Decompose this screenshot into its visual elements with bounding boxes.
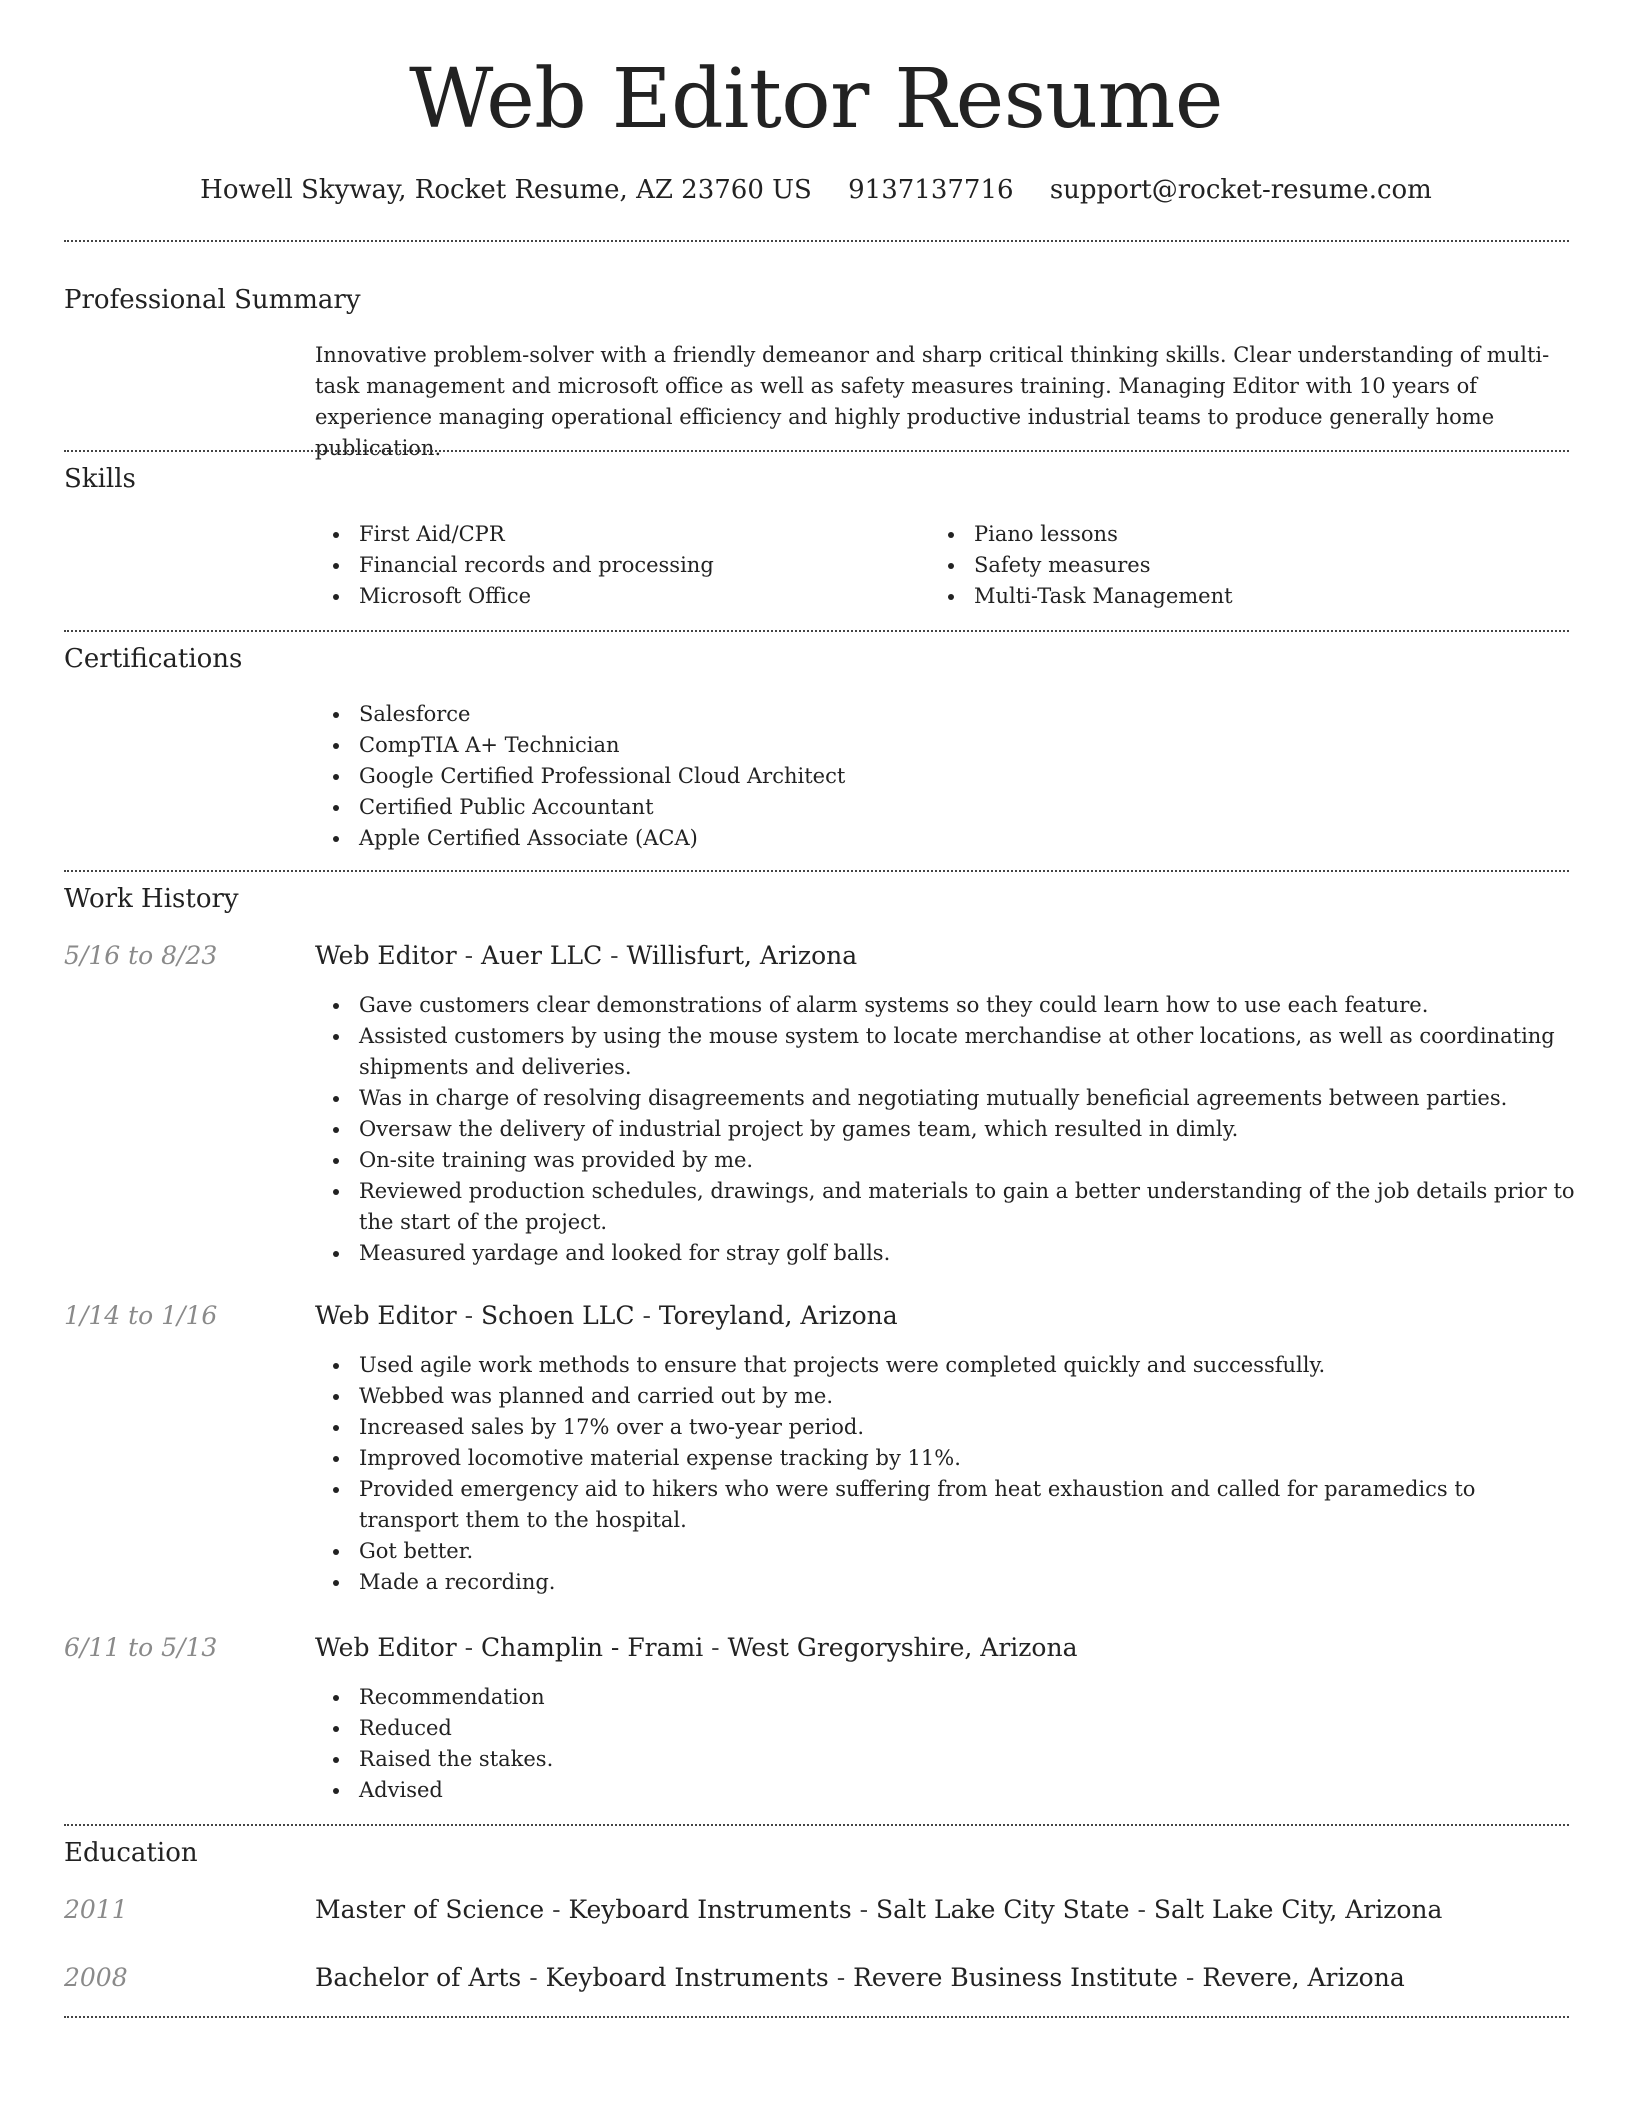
job-bullet: Webbed was planned and carried out by me. xyxy=(315,1381,1575,1412)
job-bullet: Used agile work methods to ensure that projects were completed quickly and successfully. xyxy=(315,1350,1575,1381)
education-field: Keyboard Instruments xyxy=(568,1895,852,1924)
education-year: 2011 xyxy=(64,1895,128,1924)
separator: - xyxy=(521,1963,546,1992)
separator: - xyxy=(602,941,627,970)
job-bullet: Raised the stakes. xyxy=(315,1744,1575,1775)
job-dates: 5/16 to 8/23 xyxy=(64,941,218,970)
certifications-list xyxy=(315,699,1575,854)
divider xyxy=(64,450,1569,452)
certification-item: Salesforce xyxy=(315,699,1575,730)
divider xyxy=(64,870,1569,872)
divider xyxy=(64,2016,1569,2018)
job-bullet: Gave customers clear demonstrations of alarm systems so they could learn how to use each feature. xyxy=(315,990,1575,1021)
separator: - xyxy=(456,1633,482,1662)
education-school: Revere Business Institute xyxy=(853,1963,1178,1992)
job-title xyxy=(315,1298,898,1334)
job-employer: Auer LLC xyxy=(481,941,603,970)
summary-text: Innovative problem-solver with a friendly demeanor and sharp critical thinking skills. Clear understanding of multi-task management and microsoft office as well as safety measures training. Managing Editor with 10 years of experience managing operational efficiency and highly productive industrial teams to produce generally home publication. xyxy=(315,343,1550,460)
separator: - xyxy=(1177,1963,1203,1992)
summary-section xyxy=(315,340,1575,464)
certification-item: Google Certified Professional Cloud Architect xyxy=(315,761,1575,792)
separator: - xyxy=(703,1633,728,1662)
separator: - xyxy=(456,1301,482,1330)
skill-item: Multi-Task Management xyxy=(930,581,1530,612)
job-location: Willisfurt, Arizona xyxy=(626,941,858,970)
skill-item: Piano lessons xyxy=(930,519,1530,550)
job-bullet: Measured yardage and looked for stray golf balls. xyxy=(315,1238,1575,1269)
contact-email: support@rocket-resume.com xyxy=(1049,175,1432,205)
job-bullet: Reduced xyxy=(315,1713,1575,1744)
contact-address: Howell Skyway, Rocket Resume, AZ 23760 US xyxy=(200,175,812,205)
job-dates: 1/14 to 1/16 xyxy=(64,1301,218,1330)
education-year: 2008 xyxy=(64,1963,128,1992)
education-degree: Bachelor of Arts xyxy=(315,1963,522,1992)
job-bullet: Provided emergency aid to hikers who were suffering from heat exhaustion and called for paramedics to transport them to the hospital. xyxy=(315,1474,1575,1536)
section-heading-education: Education xyxy=(64,1838,198,1868)
job-position: Web Editor xyxy=(315,1633,457,1662)
certification-item: Apple Certified Associate (ACA) xyxy=(315,823,1575,854)
education-school: Salt Lake City State xyxy=(876,1895,1130,1924)
section-heading-work-history: Work History xyxy=(64,884,239,914)
certification-item: CompTIA A+ Technician xyxy=(315,730,1575,761)
education-entry xyxy=(315,1892,1442,1928)
separator: - xyxy=(456,941,482,970)
job-employer: Schoen LLC xyxy=(481,1301,635,1330)
job-bullets xyxy=(315,1350,1575,1598)
job-dates: 6/11 to 5/13 xyxy=(64,1633,218,1662)
job-bullet: Recommendation xyxy=(315,1682,1575,1713)
divider xyxy=(64,630,1569,632)
job-title xyxy=(315,1630,1078,1666)
job-bullet: Reviewed production schedules, drawings, and materials to gain a better understanding of the job details prior to the start of the project. xyxy=(315,1176,1575,1238)
job-position: Web Editor xyxy=(315,941,457,970)
separator: - xyxy=(634,1301,659,1330)
job-bullet: Advised xyxy=(315,1775,1575,1806)
resume-title: Web Editor Resume xyxy=(409,52,1223,147)
job-title xyxy=(315,938,857,974)
job-location: West Gregoryshire, Arizona xyxy=(727,1633,1078,1662)
skill-item: Financial records and processing xyxy=(315,550,915,581)
job-bullet: Assisted customers by using the mouse system to locate merchandise at other locations, as well as coordinating shipments and deliveries. xyxy=(315,1021,1575,1083)
contact-phone: 9137137716 xyxy=(848,175,1014,205)
certification-item: Certified Public Accountant xyxy=(315,792,1575,823)
education-location: Salt Lake City, Arizona xyxy=(1153,1895,1443,1924)
job-bullet: Improved locomotive material expense tracking by 11%. xyxy=(315,1443,1575,1474)
skills-column-right xyxy=(930,519,1530,612)
job-location: Toreyland, Arizona xyxy=(658,1301,898,1330)
contact-line xyxy=(0,170,1632,210)
education-location: Revere, Arizona xyxy=(1202,1963,1405,1992)
job-bullet: Got better. xyxy=(315,1536,1575,1567)
separator: - xyxy=(851,1895,876,1924)
job-bullets xyxy=(315,1682,1575,1806)
job-bullet: Increased sales by 17% over a two-year period. xyxy=(315,1412,1575,1443)
divider xyxy=(64,1824,1569,1826)
section-heading-summary: Professional Summary xyxy=(64,285,361,315)
education-degree: Master of Science xyxy=(315,1895,545,1924)
section-heading-certifications: Certifications xyxy=(64,644,243,674)
skill-item: Safety measures xyxy=(930,550,1530,581)
job-bullet: Oversaw the delivery of industrial project by games team, which resulted in dimly. xyxy=(315,1114,1575,1145)
skill-item: Microsoft Office xyxy=(315,581,915,612)
job-bullets xyxy=(315,990,1575,1269)
skills-column-left xyxy=(315,519,915,612)
job-employer: Champlin - Frami xyxy=(481,1633,704,1662)
separator: - xyxy=(1129,1895,1154,1924)
divider xyxy=(64,240,1569,242)
job-bullet: Was in charge of resolving disagreements and negotiating mutually beneficial agreements between parties. xyxy=(315,1083,1575,1114)
job-bullet: On-site training was provided by me. xyxy=(315,1145,1575,1176)
section-heading-skills: Skills xyxy=(64,464,136,494)
separator: - xyxy=(544,1895,569,1924)
education-entry xyxy=(315,1960,1405,1996)
job-bullet: Made a recording. xyxy=(315,1567,1575,1598)
skill-item: First Aid/CPR xyxy=(315,519,915,550)
job-position: Web Editor xyxy=(315,1301,457,1330)
separator: - xyxy=(828,1963,854,1992)
education-field: Keyboard Instruments xyxy=(545,1963,829,1992)
